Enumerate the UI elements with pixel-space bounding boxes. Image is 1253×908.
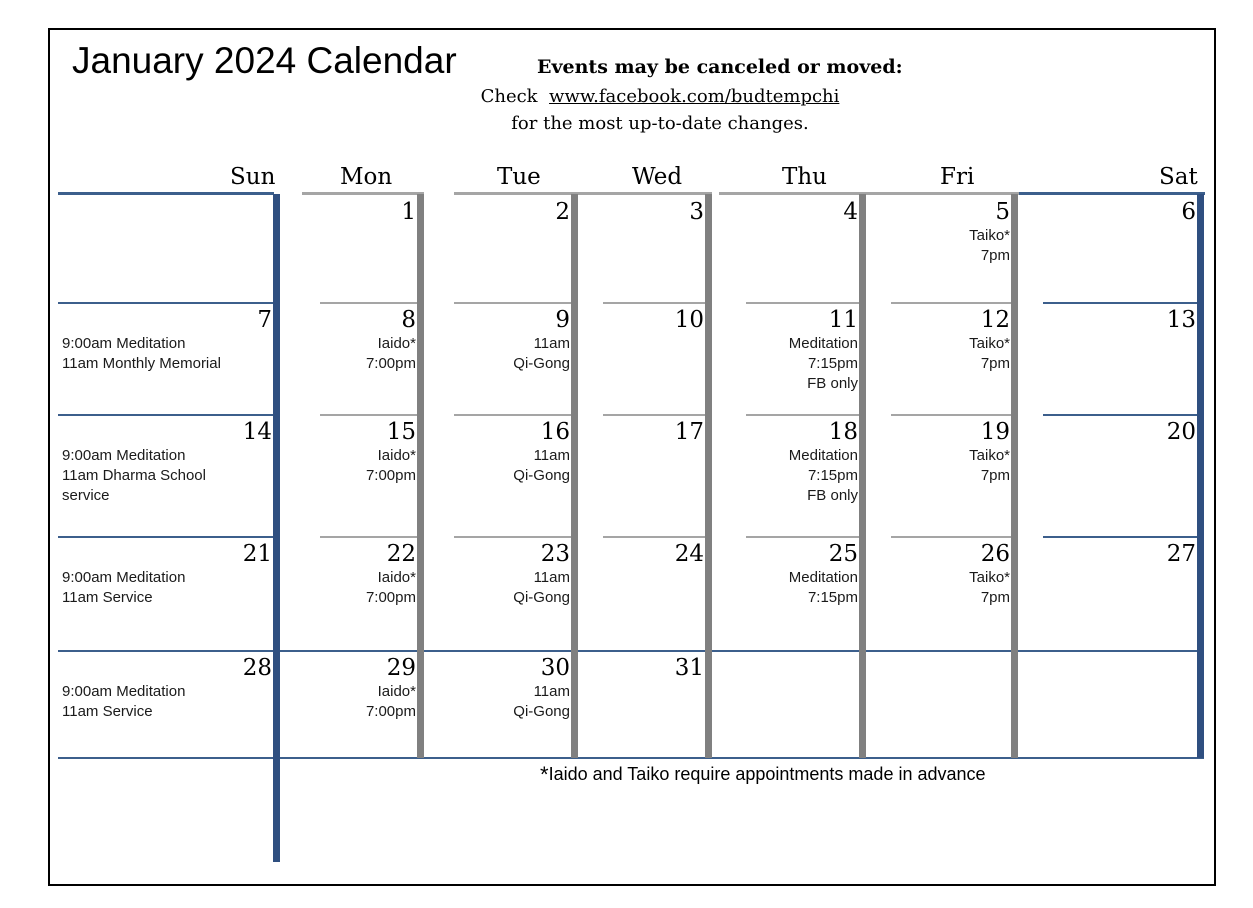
day-cell <box>460 198 570 300</box>
row-rule-sat-2 <box>1043 536 1198 538</box>
day-events: Taiko* 7pm <box>969 335 1010 372</box>
day-number: 16 <box>540 419 570 445</box>
day-events: Meditation 7:15pm FB only <box>788 335 858 392</box>
day-cell <box>748 306 858 412</box>
day-cell <box>893 306 1010 412</box>
row-rule-sat-0 <box>1043 302 1198 304</box>
day-number: 18 <box>828 419 858 445</box>
row-rule-sun-1 <box>58 414 274 416</box>
day-number: 26 <box>980 541 1010 567</box>
day-cell <box>1044 306 1196 412</box>
day-cell <box>460 418 570 534</box>
day-cell <box>62 654 272 756</box>
footnote-star: * <box>540 762 549 787</box>
day-cell <box>600 654 704 756</box>
day-events: 9:00am Meditation 11am Dharma School service <box>62 447 206 504</box>
day-events: Taiko* 7pm <box>969 227 1010 264</box>
day-number: 22 <box>386 541 416 567</box>
day-cell <box>62 540 272 648</box>
day-events: Iaido* 7:00pm <box>365 447 416 484</box>
day-cell <box>893 418 1010 534</box>
row-rule-tue-1 <box>454 414 572 416</box>
day-cell <box>893 198 1010 300</box>
day-number: 6 <box>1181 199 1196 225</box>
row-rule-fri-2 <box>891 536 1012 538</box>
day-events: 11am Qi-Gong <box>513 335 570 372</box>
day-number: 31 <box>674 655 704 681</box>
day-events: Meditation 7:15pm FB only <box>788 447 858 504</box>
weekday-sat: Sat <box>1159 164 1198 190</box>
day-number: 1 <box>401 199 416 225</box>
day-events: 9:00am Meditation 11am Service <box>62 683 186 720</box>
day-events: Iaido* 7:00pm <box>365 335 416 372</box>
day-events: 9:00am Meditation 11am Service <box>62 569 186 606</box>
day-number: 23 <box>540 541 570 567</box>
day-number: 25 <box>828 541 858 567</box>
day-number: 8 <box>401 307 416 333</box>
row-rule-sun-2 <box>58 536 274 538</box>
day-events: 11am Qi-Gong <box>513 683 570 720</box>
day-events: 11am Qi-Gong <box>513 447 570 484</box>
day-cell <box>316 654 416 756</box>
day-number: 24 <box>674 541 704 567</box>
header-rule-tue-wed <box>454 192 712 195</box>
day-cell <box>893 540 1010 648</box>
bottom-rule <box>58 757 1204 759</box>
day-number: 17 <box>674 419 704 445</box>
header-rule-mon <box>302 192 424 195</box>
day-number: 29 <box>386 655 416 681</box>
row-rule-wed-0 <box>603 302 706 304</box>
day-number: 12 <box>980 307 1010 333</box>
row-rule-thu-1 <box>746 414 860 416</box>
weekday-mon: Mon <box>340 164 393 190</box>
day-number: 21 <box>242 541 272 567</box>
divider-fri <box>1011 194 1018 758</box>
day-number: 10 <box>674 307 704 333</box>
day-cell <box>460 654 570 756</box>
row-rule-tue-2 <box>454 536 572 538</box>
divider-mon <box>417 194 424 758</box>
day-cell <box>748 198 858 300</box>
day-cell <box>1044 198 1196 300</box>
day-number: 14 <box>242 419 272 445</box>
row-rule-mon-1 <box>320 414 418 416</box>
page-title: January 2024 Calendar <box>72 40 457 81</box>
divider-sun <box>273 194 280 862</box>
day-number: 27 <box>1166 541 1196 567</box>
footnote <box>540 762 986 788</box>
day-events: 11am Qi-Gong <box>513 569 570 606</box>
day-cell <box>748 654 858 756</box>
weekday-fri: Fri <box>940 164 975 190</box>
row-rule-wed-2 <box>603 536 706 538</box>
day-cell <box>748 418 858 534</box>
day-number: 7 <box>257 307 272 333</box>
day-cell <box>1044 654 1196 756</box>
divider-wed <box>705 194 712 758</box>
row-rule-fri-1 <box>891 414 1012 416</box>
header-rule-sun <box>58 192 274 195</box>
day-cell <box>316 306 416 412</box>
day-cell <box>600 540 704 648</box>
day-cell <box>1044 540 1196 648</box>
row-rule-sat-1 <box>1043 414 1198 416</box>
day-number: 13 <box>1166 307 1196 333</box>
day-cell <box>460 306 570 412</box>
weekday-wed: Wed <box>632 164 683 190</box>
day-cell <box>316 418 416 534</box>
divider-sat <box>1197 194 1204 758</box>
row-rule-thu-2 <box>746 536 860 538</box>
row-rule-week5 <box>58 650 1204 652</box>
day-cell <box>316 198 416 300</box>
notice-check-label: Check <box>480 86 538 107</box>
day-cell <box>316 540 416 648</box>
day-cell <box>748 540 858 648</box>
row-rule-thu-0 <box>746 302 860 304</box>
row-rule-mon-2 <box>320 536 418 538</box>
facebook-link[interactable]: www.facebook.com/budtempchi <box>549 86 840 107</box>
day-events: Iaido* 7:00pm <box>365 569 416 606</box>
day-number: 3 <box>689 199 704 225</box>
divider-thu <box>859 194 866 758</box>
day-events: Taiko* 7pm <box>969 569 1010 606</box>
weekday-sun: Sun <box>230 164 276 190</box>
header-rule-thu-fri <box>719 192 1019 195</box>
footnote-text: Iaido and Taiko require appointments made in advance <box>548 764 986 784</box>
day-number: 2 <box>555 199 570 225</box>
day-cell <box>62 198 272 300</box>
day-cell <box>893 654 1010 756</box>
day-cell <box>62 306 272 412</box>
day-number: 15 <box>386 419 416 445</box>
day-number: 11 <box>828 307 858 333</box>
notice-tail: for the most up-to-date changes. <box>511 113 809 134</box>
day-number: 20 <box>1166 419 1196 445</box>
day-number: 19 <box>980 419 1010 445</box>
day-number: 28 <box>242 655 272 681</box>
day-events: Meditation 7:15pm <box>788 569 858 606</box>
weekday-thu: Thu <box>782 164 827 190</box>
header-rule-sat <box>1019 192 1205 195</box>
row-rule-wed-1 <box>603 414 706 416</box>
row-rule-tue-0 <box>454 302 572 304</box>
day-cell <box>600 306 704 412</box>
day-number: 5 <box>995 199 1010 225</box>
row-rule-mon-0 <box>320 302 418 304</box>
day-cell <box>460 540 570 648</box>
day-cell <box>62 418 272 534</box>
row-rule-sun-0 <box>58 302 274 304</box>
notice-check-line <box>380 86 940 107</box>
day-number: 4 <box>843 199 858 225</box>
day-cell <box>600 198 704 300</box>
weekday-tue: Tue <box>497 164 541 190</box>
day-cell <box>1044 418 1196 534</box>
notice-heading: Events may be canceled or moved: <box>537 56 903 78</box>
day-number: 9 <box>555 307 570 333</box>
day-events: Iaido* 7:00pm <box>365 683 416 720</box>
day-number: 30 <box>540 655 570 681</box>
day-events: 9:00am Meditation 11am Monthly Memorial <box>62 335 221 372</box>
row-rule-fri-0 <box>891 302 1012 304</box>
day-events: Taiko* 7pm <box>969 447 1010 484</box>
day-cell <box>600 418 704 534</box>
divider-tue <box>571 194 578 758</box>
